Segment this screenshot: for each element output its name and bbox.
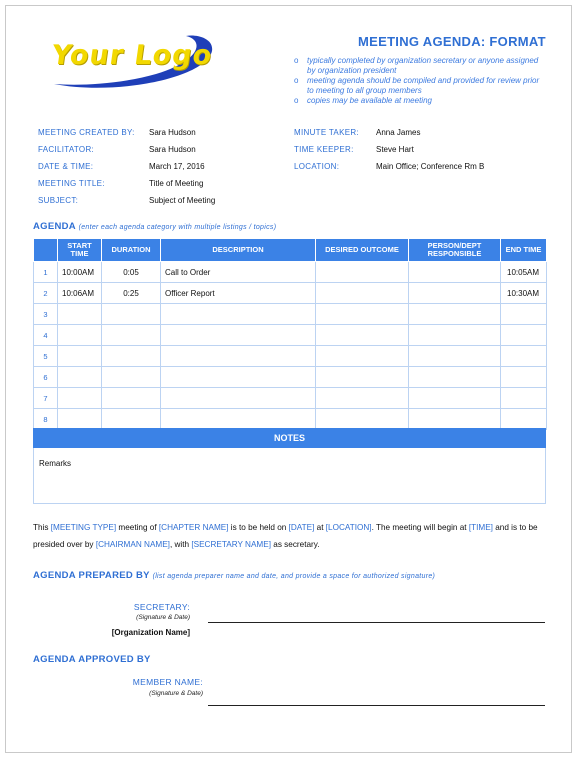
end-time-cell[interactable]	[501, 409, 547, 430]
member-name-label: MEMBER NAME:	[132, 677, 203, 687]
duration-cell[interactable]	[102, 325, 161, 346]
minute-taker-value[interactable]: Anna James	[376, 128, 421, 137]
page-title: MEETING AGENDA: FORMAT	[358, 34, 546, 49]
description-cell[interactable]	[161, 325, 316, 346]
col-header-duration: DURATION	[102, 239, 161, 262]
row-number: 8	[34, 409, 58, 430]
person-cell[interactable]	[409, 388, 501, 409]
row-number: 7	[34, 388, 58, 409]
meeting-title-label: MEETING TITLE:	[38, 179, 105, 188]
minute-taker-label: MINUTE TAKER:	[294, 128, 359, 137]
person-cell[interactable]	[409, 283, 501, 304]
agenda-hint: (enter each agenda category with multiple listings / topics)	[78, 224, 277, 231]
outcome-cell[interactable]	[316, 325, 409, 346]
statement-text: is to be held on	[228, 523, 289, 532]
outcome-cell[interactable]	[316, 388, 409, 409]
person-cell[interactable]	[409, 346, 501, 367]
logo: Your Logo	[49, 40, 215, 71]
duration-cell[interactable]	[102, 388, 161, 409]
description-cell[interactable]	[161, 367, 316, 388]
row-number: 6	[34, 367, 58, 388]
outcome-cell[interactable]	[316, 304, 409, 325]
duration-cell[interactable]	[102, 304, 161, 325]
end-time-cell[interactable]	[501, 346, 547, 367]
meeting-statement	[33, 519, 548, 553]
start-time-cell[interactable]	[58, 304, 102, 325]
person-cell[interactable]	[409, 262, 501, 283]
table-row	[34, 388, 547, 409]
facilitator-value[interactable]: Sara Hudson	[149, 145, 196, 154]
created-by-value[interactable]: Sara Hudson	[149, 128, 196, 137]
statement-text: This	[33, 523, 51, 532]
instructions-list	[294, 56, 544, 106]
location-placeholder: [LOCATION]	[325, 523, 372, 532]
instruction-item: o typically completed by organization secretary or anyone assigned by organization president	[294, 56, 544, 76]
col-header-description: DESCRIPTION	[161, 239, 316, 262]
secretary-name-placeholder: [SECRETARY NAME]	[191, 540, 271, 549]
end-time-cell[interactable]	[501, 325, 547, 346]
person-cell[interactable]	[409, 367, 501, 388]
instruction-item: o copies may be available at meeting	[294, 96, 544, 106]
prepared-by-hint: (list agenda preparer name and date, and provide a space for authorized signature)	[152, 573, 436, 580]
start-time-cell[interactable]	[58, 367, 102, 388]
col-header-desired-outcome: DESIRED OUTCOME	[316, 239, 409, 262]
instruction-item: o meeting agenda should be compiled and provided for review prior to meeting to all group members	[294, 76, 544, 96]
date-time-label: DATE & TIME:	[38, 162, 94, 171]
start-time-cell[interactable]: 10:00AM	[58, 262, 102, 283]
time-placeholder: [TIME]	[468, 523, 493, 532]
outcome-cell[interactable]	[316, 367, 409, 388]
row-number: 1	[34, 262, 58, 283]
facilitator-label: FACILITATOR:	[38, 145, 95, 154]
statement-text: as secretary.	[270, 540, 320, 549]
description-cell[interactable]	[161, 388, 316, 409]
table-row	[34, 367, 547, 388]
duration-cell[interactable]	[102, 346, 161, 367]
description-cell[interactable]	[161, 346, 316, 367]
row-number: 3	[34, 304, 58, 325]
agenda-heading-text: AGENDA	[33, 221, 76, 232]
description-cell[interactable]	[161, 304, 316, 325]
col-header-person-responsible: PERSON/DEPT RESPONSIBLE	[409, 239, 501, 262]
organization-name: [Organization Name]	[111, 628, 190, 637]
chapter-name-placeholder: [CHAPTER NAME]	[158, 523, 229, 532]
row-number: 4	[34, 325, 58, 346]
prepared-by-heading	[33, 570, 435, 581]
secretary-signature-line[interactable]	[208, 622, 545, 623]
location-value[interactable]: Main Office; Conference Rm B	[376, 162, 485, 171]
agenda-header-row	[34, 239, 547, 262]
meeting-type-placeholder: [MEETING TYPE]	[50, 523, 117, 532]
member-signature-line[interactable]	[208, 705, 545, 706]
end-time-cell[interactable]: 10:05AM	[501, 262, 547, 283]
description-cell[interactable]: Officer Report	[161, 283, 316, 304]
duration-cell[interactable]	[102, 367, 161, 388]
remarks-box[interactable]	[33, 448, 546, 504]
row-number: 5	[34, 346, 58, 367]
duration-cell[interactable]: 0:05	[102, 262, 161, 283]
prepared-by-heading-text: AGENDA PREPARED BY	[33, 570, 150, 581]
end-time-cell[interactable]	[501, 388, 547, 409]
subject-label: SUBJECT:	[38, 196, 79, 205]
secretary-signature-hint: (Signature & Date)	[136, 614, 190, 621]
statement-text: and is to be presided over by	[33, 523, 538, 549]
secretary-label: SECRETARY:	[133, 602, 190, 612]
col-header-end-time: END TIME	[501, 239, 547, 262]
meeting-title-value[interactable]: Title of Meeting	[149, 179, 204, 188]
end-time-cell[interactable]	[501, 304, 547, 325]
created-by-label: MEETING CREATED BY:	[38, 128, 135, 137]
duration-cell[interactable]: 0:25	[102, 283, 161, 304]
start-time-cell[interactable]	[58, 325, 102, 346]
outcome-cell[interactable]	[316, 346, 409, 367]
statement-text: , with	[169, 540, 192, 549]
notes-heading: NOTES	[33, 428, 546, 448]
agenda-table	[33, 238, 547, 430]
subject-value[interactable]: Subject of Meeting	[149, 196, 216, 205]
table-row	[34, 262, 547, 283]
table-row	[34, 325, 547, 346]
member-signature-hint: (Signature & Date)	[149, 690, 203, 697]
statement-text: meeting of	[116, 523, 159, 532]
table-row	[34, 283, 547, 304]
statement-text: at	[314, 523, 326, 532]
description-cell[interactable]	[161, 409, 316, 430]
start-time-cell[interactable]	[58, 346, 102, 367]
time-keeper-label: TIME KEEPER:	[294, 145, 354, 154]
table-row	[34, 409, 547, 430]
outcome-cell[interactable]	[316, 283, 409, 304]
description-cell[interactable]: Call to Order	[161, 262, 316, 283]
row-number: 2	[34, 283, 58, 304]
end-time-cell[interactable]	[501, 367, 547, 388]
outcome-cell[interactable]	[316, 409, 409, 430]
start-time-cell[interactable]: 10:06AM	[58, 283, 102, 304]
person-cell[interactable]	[409, 409, 501, 430]
end-time-cell[interactable]: 10:30AM	[501, 283, 547, 304]
start-time-cell[interactable]	[58, 409, 102, 430]
chairman-name-placeholder: [CHAIRMAN NAME]	[95, 540, 170, 549]
start-time-cell[interactable]	[58, 388, 102, 409]
time-keeper-value[interactable]: Steve Hart	[376, 145, 414, 154]
col-header-start-time: START TIME	[58, 239, 102, 262]
person-cell[interactable]	[409, 304, 501, 325]
duration-cell[interactable]	[102, 409, 161, 430]
statement-text: . The meeting will begin at	[371, 523, 469, 532]
date-time-value[interactable]: March 17, 2016	[149, 162, 205, 171]
agenda-heading	[33, 221, 276, 232]
location-label: LOCATION:	[294, 162, 340, 171]
approved-by-heading: AGENDA APPROVED BY	[33, 654, 151, 665]
col-header-number	[34, 239, 58, 262]
outcome-cell[interactable]	[316, 262, 409, 283]
table-row	[34, 304, 547, 325]
remarks-text: Remarks	[39, 459, 72, 468]
person-cell[interactable]	[409, 325, 501, 346]
table-row	[34, 346, 547, 367]
date-placeholder: [DATE]	[288, 523, 315, 532]
